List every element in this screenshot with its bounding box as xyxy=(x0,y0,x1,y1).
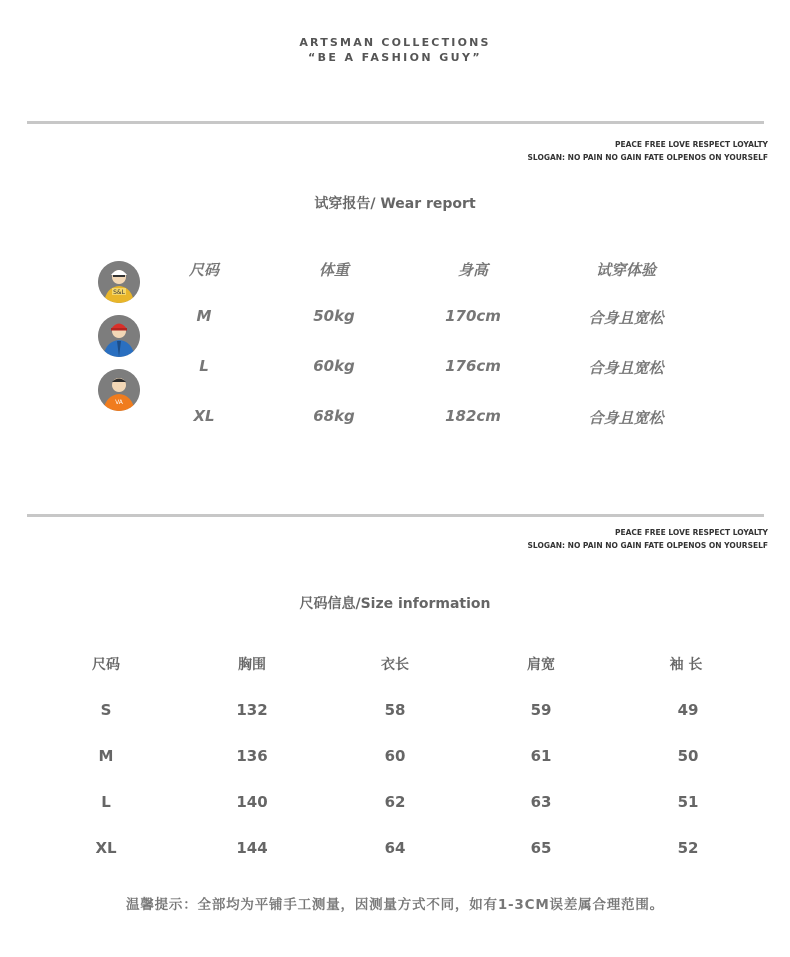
size-row-size: M xyxy=(98,747,114,765)
wear-row-fit: 合身且宽松 xyxy=(588,309,664,327)
size-row-sleeve: 49 xyxy=(677,701,699,719)
wear-row-size: M xyxy=(196,307,212,325)
size-row-size: S xyxy=(100,701,112,719)
wear-header-size: 尺码 xyxy=(188,261,220,279)
size-row-length: 62 xyxy=(384,793,406,811)
size-row-sleeve: 50 xyxy=(677,747,699,765)
wear-row-fit: 合身且宽松 xyxy=(588,409,664,427)
brand-tagline: “BE A FASHION GUY” xyxy=(307,51,483,64)
brand-title: ARTSMAN COLLECTIONS xyxy=(299,36,491,49)
size-row-size: XL xyxy=(95,839,117,857)
wear-header-weight: 体重 xyxy=(318,261,350,279)
size-row-length: 60 xyxy=(384,747,406,765)
size-row-chest: 144 xyxy=(236,839,268,857)
wear-row-height: 176cm xyxy=(445,357,501,375)
blue-jacket-model-icon xyxy=(98,315,140,357)
size-header-size: 尺码 xyxy=(92,657,120,673)
orange-hoodie-model-icon xyxy=(98,369,140,411)
size-row-length: 58 xyxy=(384,701,406,719)
size-row-length: 64 xyxy=(384,839,406,857)
size-row-sleeve: 51 xyxy=(677,793,699,811)
size-row-chest: 136 xyxy=(236,747,268,765)
slogan-line1-bottom: PEACE FREE LOVE RESPECT LOYALTY xyxy=(614,528,768,537)
orange-hoodie-model-avatar xyxy=(98,369,140,411)
wear-row-weight: 50kg xyxy=(313,307,355,325)
wear-report-title: 试穿报告/ Wear report xyxy=(314,196,476,212)
measurement-note: 温馨提示：全部均为平铺手工测量，因测量方式不同，如有1-3CM误差属合理范围。 xyxy=(126,897,664,913)
size-row-size: L xyxy=(101,793,111,811)
divider-top xyxy=(27,121,764,124)
size-row-shoulder: 63 xyxy=(530,793,552,811)
size-header-length: 衣长 xyxy=(381,657,409,673)
wear-row-size: XL xyxy=(193,407,215,425)
size-row-sleeve: 52 xyxy=(677,839,699,857)
size-row-chest: 140 xyxy=(236,793,268,811)
yellow-hoodie-model-icon xyxy=(98,261,140,303)
size-row-shoulder: 61 xyxy=(530,747,552,765)
wear-row-height: 182cm xyxy=(445,407,501,425)
svg-text:VA: VA xyxy=(115,399,123,406)
svg-text:S&L: S&L xyxy=(113,289,125,296)
wear-row-weight: 68kg xyxy=(313,407,355,425)
size-header-chest: 胸围 xyxy=(238,657,266,673)
size-info-title: 尺码信息/Size information xyxy=(299,596,491,612)
divider-middle xyxy=(27,514,764,517)
yellow-hoodie-model-avatar xyxy=(98,261,140,303)
slogan-line1-top: PEACE FREE LOVE RESPECT LOYALTY xyxy=(614,140,768,149)
size-row-shoulder: 59 xyxy=(530,701,552,719)
wear-row-fit: 合身且宽松 xyxy=(588,359,664,377)
size-row-shoulder: 65 xyxy=(530,839,552,857)
wear-header-fit: 试穿体验 xyxy=(595,261,657,279)
size-row-chest: 132 xyxy=(236,701,268,719)
size-header-sleeve: 袖 长 xyxy=(669,657,703,673)
wear-header-height: 身高 xyxy=(457,261,489,279)
wear-row-height: 170cm xyxy=(445,307,501,325)
slogan-line2-top: SLOGAN: NO PAIN NO GAIN FATE OLPENOS ON YOURSELF xyxy=(527,153,768,162)
wear-row-size: L xyxy=(199,357,209,375)
slogan-line2-bottom: SLOGAN: NO PAIN NO GAIN FATE OLPENOS ON YOURSELF xyxy=(527,541,768,550)
wear-row-weight: 60kg xyxy=(313,357,355,375)
size-header-shoulder: 肩宽 xyxy=(527,657,555,673)
blue-jacket-model-avatar xyxy=(98,315,140,357)
